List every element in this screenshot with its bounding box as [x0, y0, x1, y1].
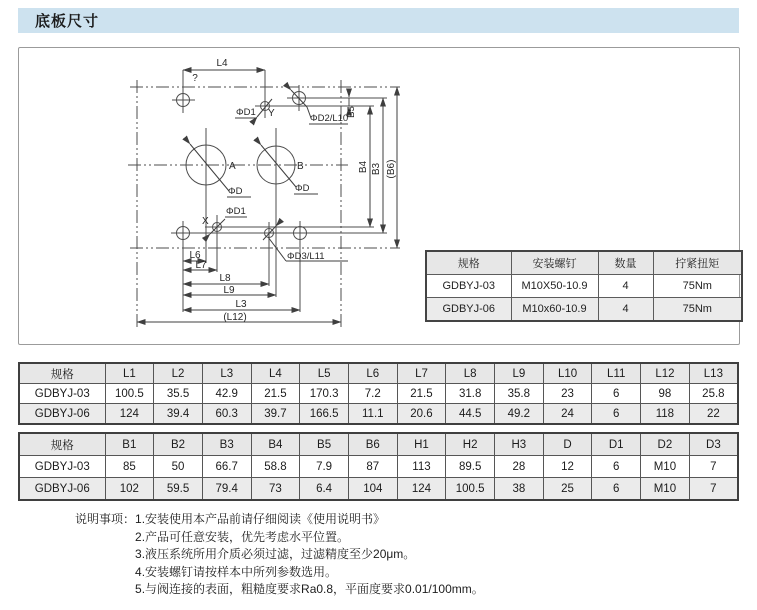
cell: 100.5	[446, 478, 495, 501]
mark-question: ?	[192, 73, 198, 84]
column-header: L7	[397, 363, 446, 384]
column-header: 数量	[598, 251, 653, 275]
section-header	[18, 8, 739, 33]
column-header: H1	[397, 433, 446, 456]
cell: 102	[105, 478, 154, 501]
row-label: GDBYJ-03	[426, 275, 511, 298]
cell: 6	[592, 384, 641, 404]
column-header: L6	[348, 363, 397, 384]
cell: 87	[348, 456, 397, 478]
cell: 66.7	[202, 456, 251, 478]
column-header: L13	[689, 363, 738, 384]
dimension-lines	[137, 70, 397, 322]
cell: 7.9	[300, 456, 349, 478]
cell: 28	[495, 456, 544, 478]
table-row	[19, 404, 738, 425]
table-row	[426, 298, 742, 322]
port-label-x: X	[202, 216, 209, 227]
column-header: D2	[641, 433, 690, 456]
cell: 4	[598, 298, 653, 322]
cell: 39.7	[251, 404, 300, 425]
column-header: L5	[300, 363, 349, 384]
cell: 42.9	[202, 384, 251, 404]
cell: 6	[592, 456, 641, 478]
column-header: B2	[154, 433, 203, 456]
cell: 118	[641, 404, 690, 425]
header-row	[19, 433, 738, 456]
row-label: GDBYJ-03	[19, 384, 105, 404]
cell: 85	[105, 456, 154, 478]
cell: 124	[105, 404, 154, 425]
note-item: 5.与阀连接的表面，粗糙度要求Ra0.8，平面度要求0.01/100mm。	[135, 582, 484, 596]
dim-label-b3: B3	[371, 162, 382, 176]
column-header: 安装螺钉	[511, 251, 598, 275]
cell: 23	[543, 384, 592, 404]
port-label-b: B	[297, 161, 304, 172]
note-item: 2.产品可任意安装，优先考虑水平位置。	[135, 529, 350, 544]
cell: 20.6	[397, 404, 446, 425]
column-header: L1	[105, 363, 154, 384]
cell: 11.1	[348, 404, 397, 425]
cell: 12	[543, 456, 592, 478]
notes-label: 说明事项：	[75, 512, 136, 526]
column-header: B4	[251, 433, 300, 456]
column-header: B1	[105, 433, 154, 456]
dim-label-l4: L4	[216, 58, 228, 69]
note-item: 3.液压系统所用介质必须过滤，过滤精度至少20μm。	[135, 547, 416, 561]
dim-label-b5: B5	[346, 106, 357, 118]
table-row	[426, 275, 742, 298]
column-header: L10	[543, 363, 592, 384]
dim-label-phi-d3-l11: ΦD3/L11	[287, 251, 325, 262]
column-header: 规格	[426, 251, 511, 275]
column-header: L9	[495, 363, 544, 384]
cell: M10	[641, 478, 690, 501]
row-label: GDBYJ-06	[19, 404, 105, 425]
cell: M10	[641, 456, 690, 478]
b-h-d-dimensions-table	[18, 432, 739, 501]
note-item: 1.安装使用本产品前请仔细阅读《使用说明书》	[135, 512, 386, 526]
dim-label-b6: (B6)	[386, 159, 397, 179]
cell: 73	[251, 478, 300, 501]
dim-label-l6: L6	[189, 250, 201, 261]
cell: 50	[154, 456, 203, 478]
column-header: B5	[300, 433, 349, 456]
cell: 58.8	[251, 456, 300, 478]
header-row	[19, 363, 738, 384]
dim-label-phi-d-b: ΦD	[295, 183, 310, 194]
port-label-y: Y	[268, 108, 275, 119]
cell: 44.5	[446, 404, 495, 425]
dim-label-l12: (L12)	[223, 312, 247, 323]
cell: 100.5	[105, 384, 154, 404]
dim-label-phi-d-a: ΦD	[228, 186, 243, 197]
cell: 25.8	[689, 384, 738, 404]
cell: 25	[543, 478, 592, 501]
column-header: L4	[251, 363, 300, 384]
cell: 21.5	[397, 384, 446, 404]
column-header: L12	[641, 363, 690, 384]
dim-label-phi-d1-bottom: ΦD1	[226, 206, 246, 217]
row-label: GDBYJ-06	[426, 298, 511, 322]
cell: 113	[397, 456, 446, 478]
cell: 6	[592, 478, 641, 501]
cell: 98	[641, 384, 690, 404]
cell: 75Nm	[653, 298, 742, 322]
notes-list	[135, 511, 484, 599]
cell: 24	[543, 404, 592, 425]
dim-label-l7: L7	[195, 260, 207, 271]
column-header: L3	[202, 363, 251, 384]
cell: 166.5	[300, 404, 349, 425]
header-row	[426, 251, 742, 275]
dim-label-l8: L8	[219, 273, 231, 284]
cell: 39.4	[154, 404, 203, 425]
dim-label-l3: L3	[235, 299, 247, 310]
column-header: H3	[495, 433, 544, 456]
cell: 75Nm	[653, 275, 742, 298]
cell: 49.2	[495, 404, 544, 425]
dim-label-l9: L9	[223, 285, 235, 296]
row-label: GDBYJ-06	[19, 478, 105, 501]
column-header: H2	[446, 433, 495, 456]
cell: 89.5	[446, 456, 495, 478]
column-header: 拧紧扭矩	[653, 251, 742, 275]
cell: 60.3	[202, 404, 251, 425]
table-row	[19, 384, 738, 404]
cell: 4	[598, 275, 653, 298]
column-header: D3	[689, 433, 738, 456]
column-header: L11	[592, 363, 641, 384]
cell: 7	[689, 478, 738, 501]
cell: 124	[397, 478, 446, 501]
column-header: D1	[592, 433, 641, 456]
cell: 79.4	[202, 478, 251, 501]
dim-label-phi-d1-top: ΦD1	[236, 107, 256, 118]
cell: 31.8	[446, 384, 495, 404]
cell: 35.8	[495, 384, 544, 404]
note-item: 4.安装螺钉请按样本中所列参数选用。	[135, 564, 338, 579]
cell: 7.2	[348, 384, 397, 404]
table-row	[19, 478, 738, 501]
cell: 22	[689, 404, 738, 425]
column-header: D	[543, 433, 592, 456]
section-title: 底板尺寸	[35, 13, 100, 30]
notes-section	[75, 511, 484, 599]
cell: M10x60-10.9	[511, 298, 598, 322]
plate-outline	[128, 80, 400, 330]
cell: 6.4	[300, 478, 349, 501]
column-header: B3	[202, 433, 251, 456]
cell: 104	[348, 478, 397, 501]
port-label-a: A	[229, 161, 236, 172]
column-header: 规格	[19, 433, 105, 456]
cell: 170.3	[300, 384, 349, 404]
cell: 7	[689, 456, 738, 478]
dim-label-phi-d2-l10: ΦD2/L10	[310, 113, 349, 124]
column-header: L8	[446, 363, 495, 384]
column-header: 规格	[19, 363, 105, 384]
screw-spec-table	[425, 250, 743, 322]
cell: 21.5	[251, 384, 300, 404]
l-dimensions-table	[18, 362, 739, 425]
drawing-panel	[18, 47, 740, 345]
cell: 38	[495, 478, 544, 501]
dim-label-b4: B4	[358, 160, 369, 174]
row-label: GDBYJ-03	[19, 456, 105, 478]
cell: 6	[592, 404, 641, 425]
table-row	[19, 456, 738, 478]
column-header: L2	[154, 363, 203, 384]
cell: M10X50-10.9	[511, 275, 598, 298]
cell: 35.5	[154, 384, 203, 404]
cell: 59.5	[154, 478, 203, 501]
column-header: B6	[348, 433, 397, 456]
